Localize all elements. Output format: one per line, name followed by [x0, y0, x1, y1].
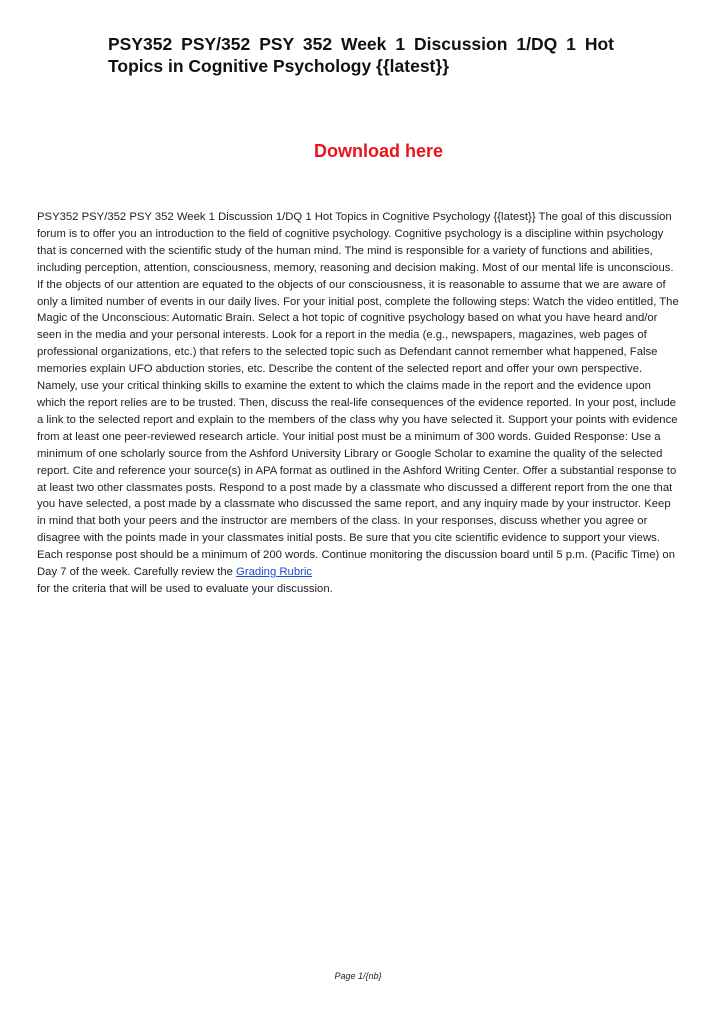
body-text: PSY352 PSY/352 PSY 352 Week 1 Discussion 1/DQ 1 Hot Topics in Cognitive Psychology {{latest}} The goal of this discussion forum is to offer you an introduction to the field of cognitive psychology. Cognitive psychology is a discipline within psychology that is concerned with the scientific study of the human mind. The mind is responsible for a variety of functions and abilities, including perception, attention, consciousness, memory, reasoning and decision making. Most of our mental life is unconscious. If the objects of our attention are equated to the objects of our consciousness, it is reasonable to assume that we are aware of only a limited number of events in our daily lives. For your initial post, complete the following steps: Watch the video entitled, The Magic of the Unconscious: Automatic Brain. Select a hot topic of cognitive psychology based on what you have heard and/or seen in the media and your personal interests. Look for a report in the media (e.g., newspapers, magazines, web pages of professional organizations, etc.) that refers to the selected topic such as Defendant cannot remember what happened, False memories explain UFO abduction stories, etc. Describe the content of the selected report and offer your own perspective. Namely, use your critical thinking skills to examine the extent to which the claims made in the report and the evidence upon which the report relies are to be trusted. Then, discuss the real-life consequences of the evidence reported. In your post, include a link to the selected report and explain to the members of the class why you have selected it. Support your points with evidence from at least one peer-reviewed research article. Your initial post must be a minimum of 300 words. Guided Response: Use a minimum of one scholarly source from the Ashford University Library or Google Scholar to examine the quality of the selected report. Cite and reference your source(s) in APA format as outlined in the Ashford Writing Center. Offer a substantial response to at least two other classmates posts. Respond to a post made by a classmate who discussed a different report from the one that you have selected, a post made by a classmate who discussed the same report, and any inquiry made by your instructor. Keep in mind that both your peers and the instructor are members of the class. In your responses, discuss whether you agree or disagree with the points made in your classmates initial posts. Be sure that you cite scientific evidence to support your views. Each response post should be a minimum of 200 words. Continue monitoring the discussion board until 5 p.m. (Pacific Time) on Day 7 of the week. Carefully review the [37, 211, 679, 579]
page-number: Page 1/{nb} [334, 971, 382, 981]
body-text-end: for the criteria that will be used to evaluate your discussion. [37, 582, 333, 595]
body-paragraph [37, 209, 682, 598]
download-link[interactable]: Download here [313, 141, 443, 161]
document-title: PSY352 PSY/352 PSY 352 Week 1 Discussion 1/DQ 1 Hot Topics in Cognitive Psychology {{latest}} [108, 34, 614, 76]
grading-rubric-link[interactable]: Grading Rubric [236, 566, 313, 579]
